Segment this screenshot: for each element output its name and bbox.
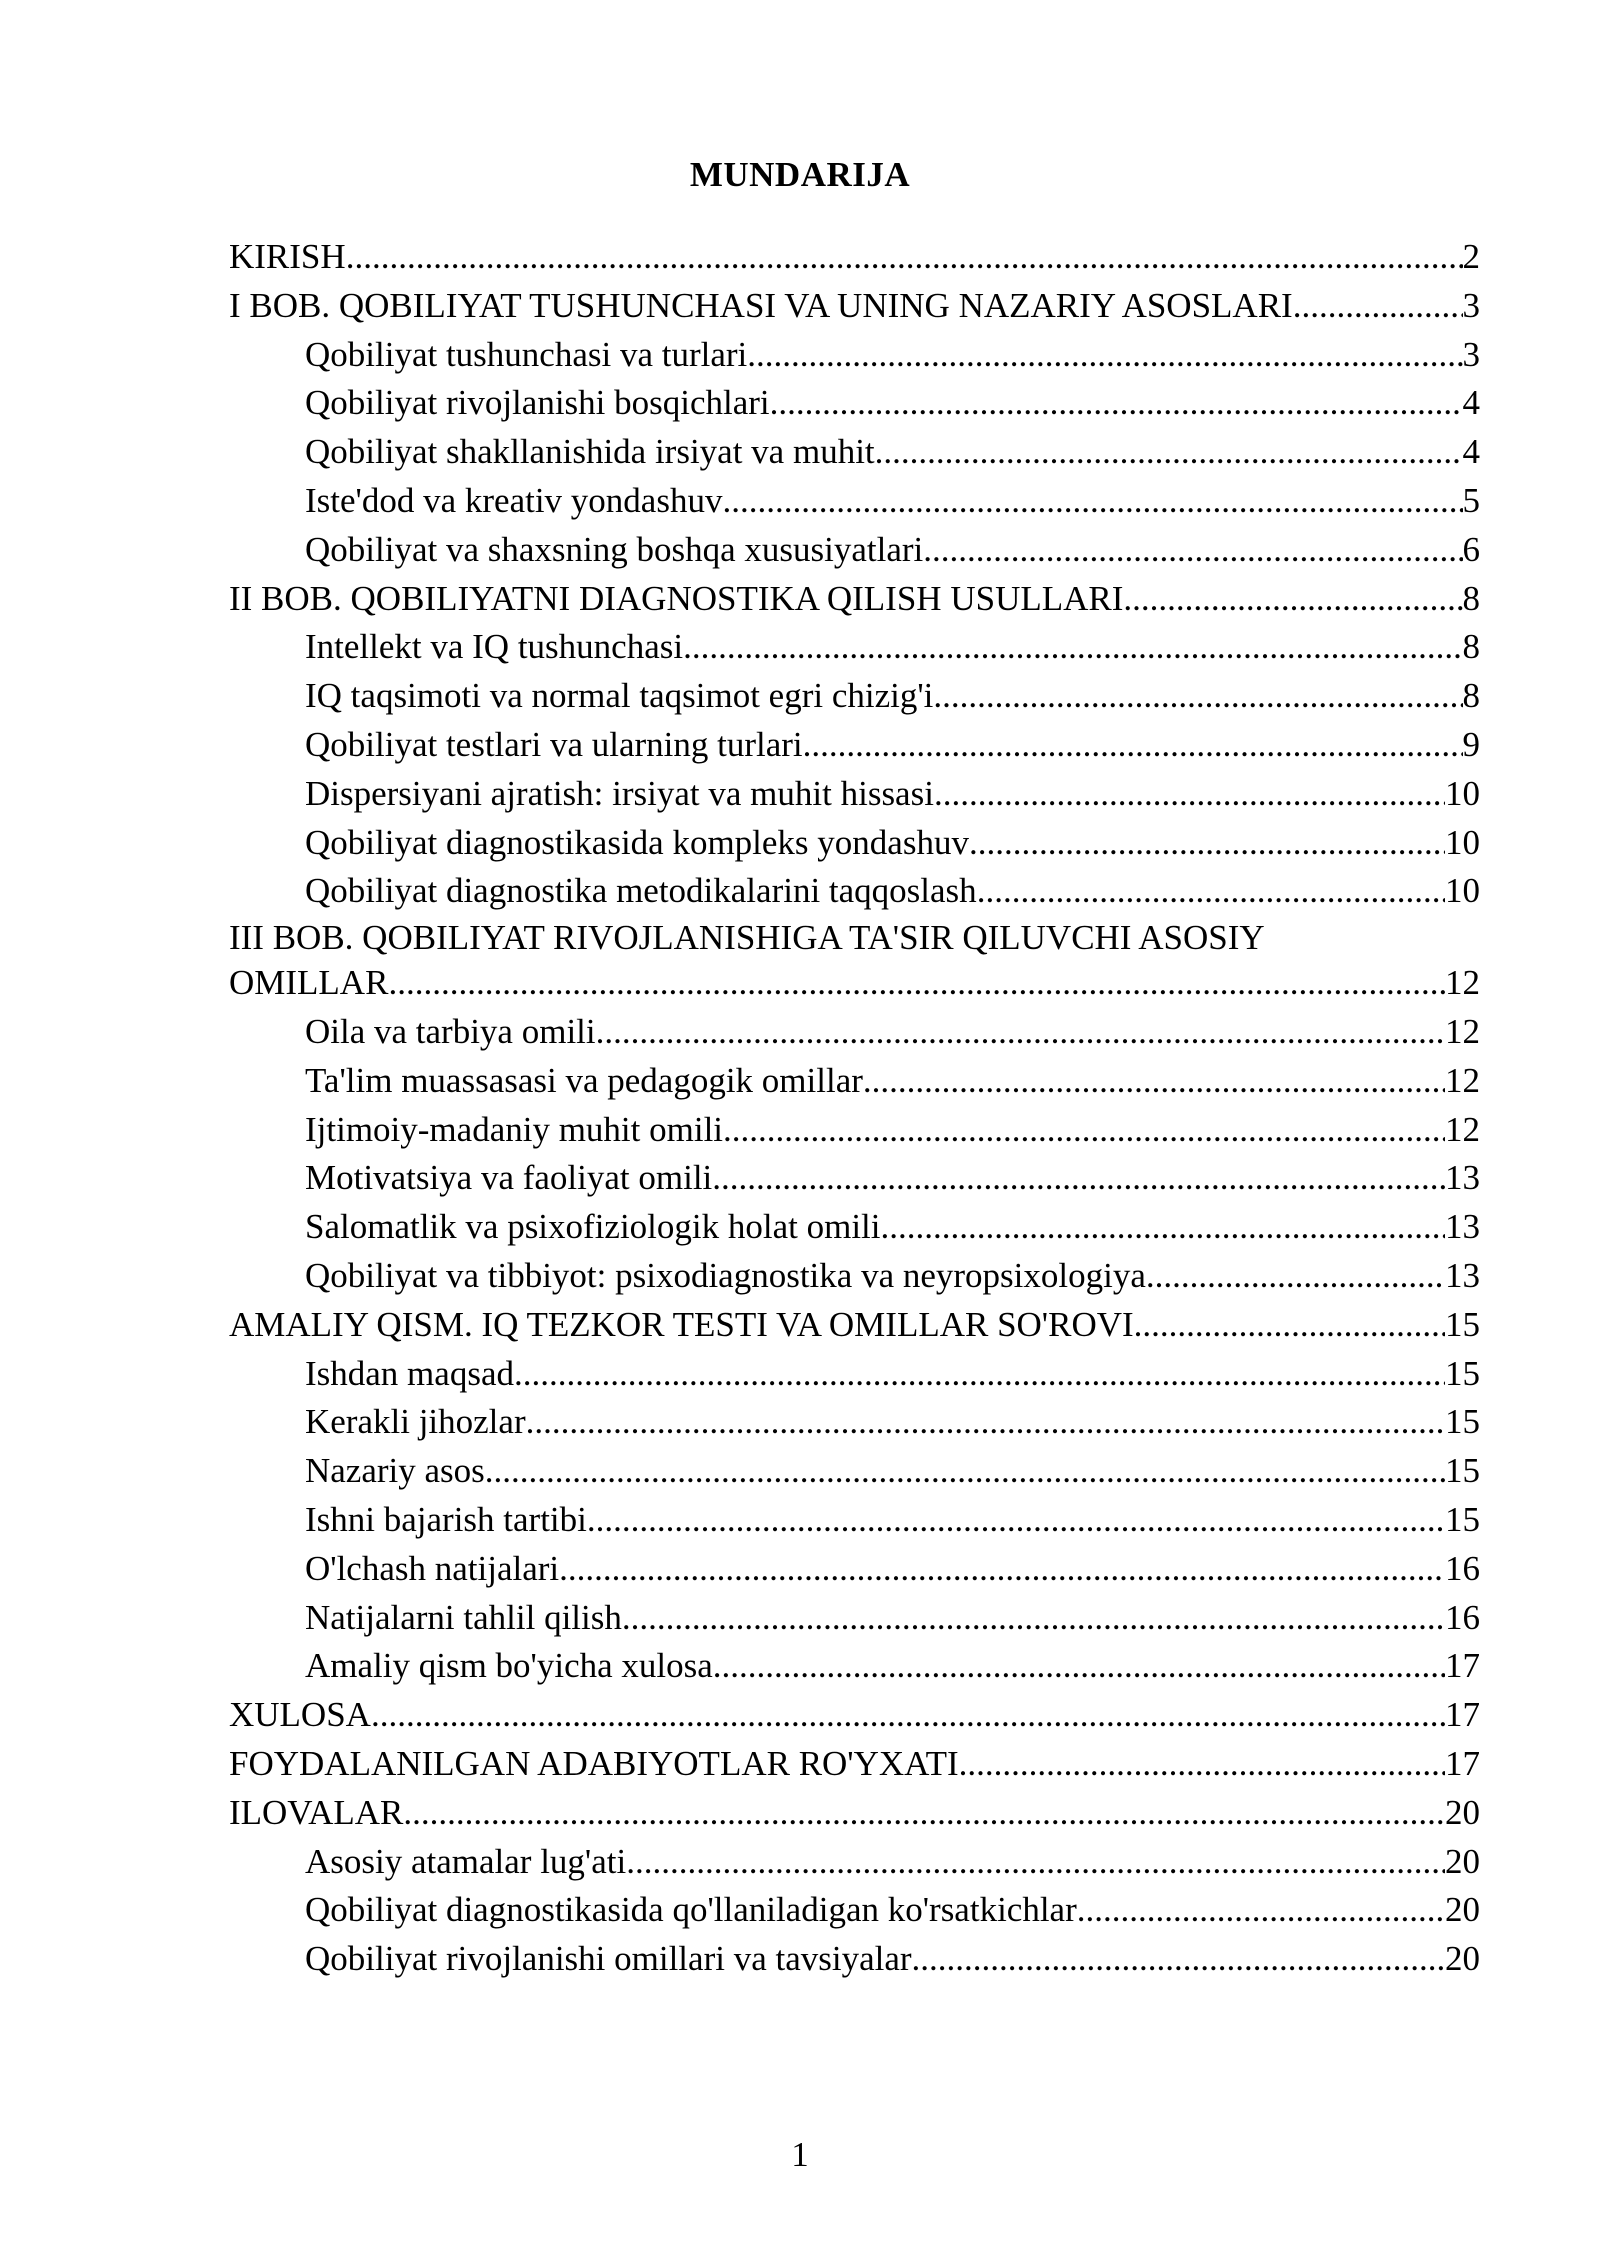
dot-leader — [722, 477, 1462, 526]
toc-entry[interactable] — [229, 379, 1480, 428]
toc-entry-page: 20 — [1445, 1939, 1480, 1979]
toc-entry-line — [305, 1008, 1480, 1057]
toc-entry-page: 15 — [1445, 1304, 1480, 1344]
toc-entry-line — [305, 1252, 1480, 1301]
dot-leader — [969, 819, 1445, 868]
dot-leader — [934, 770, 1445, 819]
toc-entry-label: Qobiliyat va shaxsning boshqa xususiyatlari — [305, 529, 924, 569]
dot-leader — [622, 1594, 1445, 1643]
toc-entry[interactable] — [229, 233, 1480, 282]
toc-entry-label: Qobiliyat diagnostikasida qo'llaniladigan ko'rsatkichlar — [305, 1890, 1077, 1930]
toc-entry[interactable] — [229, 623, 1480, 672]
toc-entry-page: 15 — [1445, 1402, 1480, 1442]
toc-entry-page: 2 — [1462, 237, 1480, 276]
toc-entry[interactable] — [229, 867, 1480, 916]
dot-leader — [626, 1838, 1445, 1887]
toc-entry-line — [229, 1301, 1480, 1350]
toc-entry-line — [229, 1691, 1480, 1740]
toc-entry-page: 13 — [1445, 1158, 1480, 1198]
toc-entry-line — [305, 428, 1480, 477]
toc-entry-line — [305, 379, 1480, 428]
toc-entry-page: 9 — [1462, 724, 1480, 764]
toc-entry[interactable] — [229, 477, 1480, 526]
toc-entry-page: 13 — [1445, 1255, 1480, 1295]
toc-entry-line — [305, 1057, 1480, 1106]
toc-entry-line — [305, 819, 1480, 868]
toc-entry-page: 10 — [1445, 773, 1480, 813]
toc-entry-label: Ishdan maqsad — [305, 1353, 514, 1393]
toc-entry-label: Ishni bajarish tartibi — [305, 1499, 587, 1539]
toc-entry[interactable] — [229, 1154, 1480, 1203]
toc-entry-line — [305, 1886, 1480, 1935]
toc-entry-label: Qobiliyat rivojlanishi bosqichlari — [305, 383, 770, 423]
dot-leader — [803, 721, 1463, 770]
toc-entry-label: OMILLAR — [229, 963, 389, 1003]
dot-leader — [526, 1398, 1445, 1447]
toc-entry-page: 10 — [1445, 871, 1480, 911]
toc-entry-label: Qobiliyat rivojlanishi omillari va tavsiyalar — [305, 1939, 912, 1979]
toc-entry-page: 8 — [1462, 676, 1480, 716]
dot-leader — [875, 428, 1463, 477]
toc-entry-line — [305, 1545, 1480, 1594]
toc-entry-label: Asosiy atamalar lug'ati — [305, 1841, 627, 1881]
toc-entry-label: AMALIY QISM. IQ TEZKOR TESTI VA OMILLAR SO'ROVI — [229, 1304, 1134, 1344]
dot-leader — [1146, 1252, 1445, 1301]
dot-leader — [923, 526, 1462, 575]
toc-entry-line — [305, 1496, 1480, 1545]
toc-entry-label: Oila va tarbiya omili — [305, 1011, 596, 1051]
toc-entry-line — [305, 623, 1480, 672]
toc-entry[interactable] — [229, 1057, 1480, 1106]
toc-entry-page: 12 — [1445, 963, 1480, 1003]
toc-entry[interactable] — [229, 1008, 1480, 1057]
toc-entry[interactable] — [229, 1106, 1480, 1155]
toc-entry[interactable] — [229, 819, 1480, 868]
dot-leader — [977, 867, 1445, 916]
toc-entry[interactable] — [229, 672, 1480, 721]
toc-entry[interactable] — [229, 331, 1480, 380]
toc-entry-page: 12 — [1445, 1109, 1480, 1149]
toc-entry-label: Natijalarni tahlil qilish — [305, 1597, 622, 1637]
toc-entry[interactable] — [229, 1301, 1480, 1350]
toc-entry[interactable] — [229, 1838, 1480, 1887]
toc-entry-page: 8 — [1462, 627, 1480, 667]
toc-entry-label: FOYDALANILGAN ADABIYOTLAR RO'YXATI — [229, 1743, 959, 1783]
toc-entry-label: II BOB. QOBILIYATNI DIAGNOSTIKA QILISH USULLARI — [229, 578, 1124, 618]
toc-entry-line — [305, 1398, 1480, 1447]
dot-leader — [912, 1935, 1445, 1984]
toc-entry-line — [229, 1740, 1480, 1789]
toc-entry-line — [305, 770, 1480, 819]
toc-entry-label: Qobiliyat shakllanishida irsiyat va muhit — [305, 432, 875, 472]
toc-entry[interactable] — [229, 1496, 1480, 1545]
toc-entry-label: Qobiliyat diagnostika metodikalarini taqqoslash — [305, 871, 977, 911]
toc-entry[interactable] — [229, 1935, 1480, 1984]
toc-entry-line — [305, 526, 1480, 575]
toc-entry-label: Iste'dod va kreativ yondashuv — [305, 480, 723, 520]
dot-leader — [933, 672, 1462, 721]
toc-entry-line — [305, 721, 1480, 770]
toc-entry-page: 4 — [1462, 383, 1480, 423]
toc-entry-label: Dispersiyani ajratish: irsiyat va muhit hissasi — [305, 773, 934, 813]
dot-leader — [587, 1496, 1445, 1545]
toc-entry-line — [229, 282, 1480, 331]
toc-entry[interactable] — [229, 526, 1480, 575]
toc-entry[interactable] — [229, 770, 1480, 819]
toc-entry[interactable] — [229, 1545, 1480, 1594]
toc-entry-label: I BOB. QOBILIYAT TUSHUNCHASI VA UNING NAZARIY ASOSLARI — [229, 285, 1293, 325]
toc-entry[interactable] — [229, 1594, 1480, 1643]
toc-entry[interactable] — [229, 1252, 1480, 1301]
toc-entry[interactable] — [229, 1886, 1480, 1935]
dot-leader — [713, 1642, 1445, 1691]
toc-entry-page: 15 — [1445, 1353, 1480, 1393]
toc-entry-line — [305, 672, 1480, 721]
toc-entry-page: 17 — [1445, 1743, 1480, 1783]
dot-leader — [770, 379, 1463, 428]
toc-entry-page: 13 — [1445, 1207, 1480, 1247]
toc-entry-page: 6 — [1462, 529, 1480, 569]
toc-entry-line — [305, 1203, 1480, 1252]
toc-entry-line — [305, 1106, 1480, 1155]
dot-leader — [403, 1789, 1445, 1838]
toc-entry[interactable] — [229, 282, 1480, 331]
table-of-contents — [229, 233, 1480, 1984]
toc-entry[interactable] — [229, 721, 1480, 770]
toc-entry[interactable] — [229, 1203, 1480, 1252]
toc-entry[interactable] — [229, 428, 1480, 477]
dot-leader — [881, 1203, 1445, 1252]
toc-entry-label: Qobiliyat va tibbiyot: psixodiagnostika va neyropsixologiya — [305, 1255, 1146, 1295]
toc-entry-line — [305, 1594, 1480, 1643]
toc-entry-line — [305, 1642, 1480, 1691]
dot-leader — [346, 233, 1463, 282]
dot-leader — [1293, 282, 1463, 331]
toc-entry[interactable] — [229, 1691, 1480, 1740]
toc-entry-line — [305, 1350, 1480, 1399]
toc-entry-line — [305, 1154, 1480, 1203]
dot-leader — [959, 1740, 1445, 1789]
dot-leader — [485, 1447, 1445, 1496]
toc-entry-page: 17 — [1445, 1695, 1480, 1735]
toc-entry[interactable] — [229, 1740, 1480, 1789]
toc-entry-label: Qobiliyat testlari va ularning turlari — [305, 724, 803, 764]
toc-entry-page: 3 — [1462, 285, 1480, 325]
toc-entry-label: Ijtimoiy-madaniy muhit omili — [305, 1109, 724, 1149]
dot-leader — [596, 1008, 1445, 1057]
dot-leader — [747, 331, 1462, 380]
toc-entry-page: 10 — [1445, 822, 1480, 862]
toc-entry-label: KIRISH — [229, 237, 346, 276]
dot-leader — [514, 1350, 1445, 1399]
toc-entry-line — [229, 575, 1480, 624]
toc-entry-page: 4 — [1462, 432, 1480, 472]
toc-entry[interactable] — [229, 1398, 1480, 1447]
toc-entry-label: Qobiliyat diagnostikasida kompleks yondashuv — [305, 822, 969, 862]
dot-leader — [683, 623, 1462, 672]
toc-entry-label-line1: III BOB. QOBILIYAT RIVOJLANISHIGA TA'SIR QILUVCHI ASOSIY — [229, 918, 1265, 958]
toc-entry-page: 20 — [1445, 1841, 1480, 1881]
toc-entry[interactable] — [229, 1789, 1480, 1838]
toc-entry-label: Ta'lim muassasasi va pedagogik omillar — [305, 1060, 863, 1100]
toc-entry-label: Intellekt va IQ tushunchasi — [305, 627, 684, 667]
page-number: 1 — [791, 2135, 809, 2174]
dot-leader — [1123, 575, 1462, 624]
toc-entry-label: Salomatlik va psixofiziologik holat omili — [305, 1207, 881, 1247]
toc-entry[interactable] — [229, 1447, 1480, 1496]
dot-leader — [712, 1154, 1445, 1203]
toc-entry[interactable] — [229, 916, 1480, 1008]
toc-entry-line — [305, 477, 1480, 526]
toc-entry-label: Qobiliyat tushunchasi va turlari — [305, 334, 748, 374]
toc-entry-page: 12 — [1445, 1060, 1480, 1100]
toc-entry-page: 3 — [1462, 334, 1480, 374]
toc-entry-label: Nazariy asos — [305, 1451, 485, 1491]
toc-entry-label: O'lchash natijalari — [305, 1548, 560, 1588]
toc-entry-page: 8 — [1462, 578, 1480, 618]
toc-entry-line — [305, 1447, 1480, 1496]
toc-entry-line — [305, 1838, 1480, 1887]
toc-entry-page: 16 — [1445, 1597, 1480, 1637]
dot-leader — [1077, 1886, 1445, 1935]
toc-entry[interactable] — [229, 575, 1480, 624]
toc-entry-page: 17 — [1445, 1646, 1480, 1686]
toc-entry-label: Amaliy qism bo'yicha xulosa — [305, 1646, 713, 1686]
toc-entry-line — [229, 1789, 1480, 1838]
toc-entry-line — [305, 331, 1480, 380]
toc-entry[interactable] — [229, 1350, 1480, 1399]
dot-leader — [371, 1691, 1445, 1740]
page-title: MUNDARIJA — [689, 155, 911, 194]
toc-entry-page: 16 — [1445, 1548, 1480, 1588]
dot-leader — [1134, 1301, 1445, 1350]
toc-entry-label: Motivatsiya va faoliyat omili — [305, 1158, 713, 1198]
toc-entry[interactable] — [229, 1642, 1480, 1691]
toc-entry-label: XULOSA — [229, 1695, 371, 1735]
dot-leader — [723, 1106, 1445, 1155]
dot-leader — [559, 1545, 1445, 1594]
toc-entry-page: 5 — [1462, 480, 1480, 520]
toc-entry-page: 20 — [1445, 1792, 1480, 1832]
toc-entry-line — [305, 867, 1480, 916]
toc-entry-label: Kerakli jihozlar — [305, 1402, 526, 1442]
toc-entry-line — [229, 233, 1480, 282]
toc-entry-label: IQ taqsimoti va normal taqsimot egri chizig'i — [305, 676, 934, 716]
toc-entry-line — [305, 1935, 1480, 1984]
toc-entry-page: 20 — [1445, 1890, 1480, 1930]
dot-leader — [388, 959, 1445, 1008]
toc-entry-page: 12 — [1445, 1011, 1480, 1051]
toc-entry-line — [229, 959, 1480, 1008]
toc-entry-label: ILOVALAR — [229, 1792, 404, 1832]
toc-entry-page: 15 — [1445, 1499, 1480, 1539]
dot-leader — [863, 1057, 1445, 1106]
toc-entry-page: 15 — [1445, 1451, 1480, 1491]
